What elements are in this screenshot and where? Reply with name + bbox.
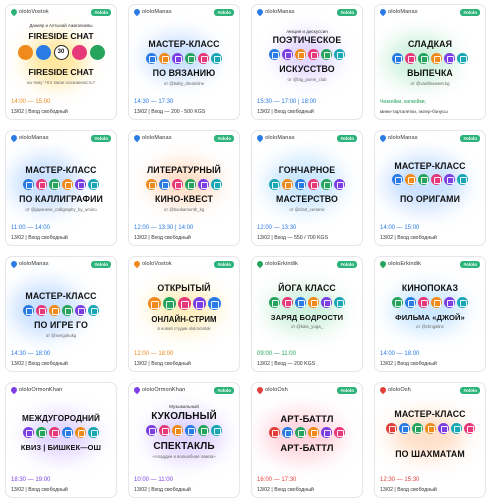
location-pin-icon [256,260,264,268]
location [134,261,172,267]
event-time: 14:30 — 17:30 [134,99,174,105]
book-icon [269,49,280,60]
card-title: КУКОЛЬНЫЙ [151,411,217,422]
icon-row [6,427,116,438]
card-title-2: ИСКУССТВО [279,64,335,74]
pose-icon [295,297,306,308]
ticket-icon [418,297,429,308]
plane-icon [457,174,468,185]
heart-icon [198,53,209,64]
location-pin-icon [256,8,264,16]
event-time: 14:00 — 18:00 [380,351,420,357]
event-card[interactable] [5,130,117,246]
card-title-2: ОНЛАЙН-СТРИМ [151,315,217,324]
card-title-2: ВЫПЕЧКА [407,68,453,78]
scissors-icon [159,53,170,64]
card-title: ЙОГА КЛАСС [278,283,336,293]
card-title-2: ПО ВЯЗАНИЮ [152,68,216,78]
cookie-icon [431,53,442,64]
card-title: ОТКРЫТЫЙ [157,283,211,293]
event-info: 13/02 | Вход — 200 KGS [257,361,316,367]
card-title: КИНОПОКАЗ [401,283,459,293]
question-icon [23,427,34,438]
location-pin-icon [379,134,387,142]
headphones-icon [193,297,206,310]
hashtag-badge: #ololo [337,135,357,142]
vase-icon [269,179,280,190]
event-time: 12:00 — 18:00 [134,351,174,357]
paint-icon [308,427,319,438]
location-name: ololoManas [142,135,172,141]
location [11,9,49,15]
cake-icon [405,53,416,64]
card-title-2: КВИЗ | БИШКЕК—ОШ [20,443,102,452]
card-title-2: ЗАРЯД БОДРОСТИ [270,313,344,322]
event-time: 12:00 — 13:30 [257,225,297,231]
bishop-icon [438,423,449,434]
lotus-icon [269,297,280,308]
mat-icon [282,297,293,308]
clapper-icon [211,179,222,190]
event-card[interactable] [5,4,117,120]
location-pin-icon [133,134,141,142]
sun-icon [308,297,319,308]
crane-icon [392,174,403,185]
event-time: 14:30 — 18:00 [11,351,51,357]
card-content [252,396,362,474]
bowl-icon [49,305,60,316]
event-info: 13/02 | Вход свободный [134,487,191,493]
avatar [90,45,105,60]
location-pin-icon [10,8,18,16]
pawn-icon [451,423,462,434]
whisk-icon [418,53,429,64]
location-name: ololoManas [388,135,418,141]
card-subtitle: от @vanillasweet.kg [410,81,450,86]
event-time: 11:00 — 14:00 [11,225,50,231]
hands-icon [321,179,332,190]
location [11,387,62,393]
globe-icon [62,427,73,438]
card-title-2: СПЕКТАКЛЬ [153,441,215,452]
icon-row [129,297,239,310]
card-content [6,396,116,474]
theater-icon [185,425,196,436]
hashtag-badge: #ololo [337,261,357,268]
speakers-line: Данияр и Алтынай Ажигалиевы [29,23,93,28]
icon-row [252,427,362,438]
event-info: 13/02 | Вход свободный [257,109,314,115]
water-icon [334,297,345,308]
location-pin-icon [10,386,18,394]
card-content [6,18,116,96]
event-card[interactable] [5,382,117,498]
event-info: 13/02 | Вход свободный [11,487,68,493]
location [380,387,411,393]
location [11,261,49,267]
lamp-icon [159,425,170,436]
hashtag-badge: #ololo [337,9,357,16]
event-info: 13/02 | Вход свободный [134,235,191,241]
location-pin-icon [379,260,387,268]
event-card[interactable] [128,4,240,120]
location-name: ololoErkindik [265,261,299,267]
star-icon [444,174,455,185]
location-name: ololoErkindik [388,261,422,267]
location-name: ololoManas [265,135,295,141]
queen-icon [399,423,410,434]
event-description-2: мини-тарталетки, эклер-бонусы [380,109,448,114]
avatar [36,45,51,60]
card-title: ЛИТЕРАТУРНЫЙ [147,165,221,175]
screen-icon [457,297,468,308]
mic-icon [163,297,176,310]
icon-row [252,297,362,308]
location-pin-icon [133,386,141,394]
hashtag-badge: #ololo [214,387,234,394]
brush-icon [282,427,293,438]
card-title-2: ПО ШАХМАТАМ [395,449,465,459]
location-pin-icon [379,8,387,16]
location-name: ololoManas [19,135,49,141]
quote-icon [321,49,332,60]
wheel-icon [295,179,306,190]
card-content [375,18,485,96]
frog-icon [418,174,429,185]
event-info: 13/02 | Вход свободный [380,487,437,493]
jug-icon [334,179,345,190]
card-title: АРТ-БАТТЛ [280,413,334,424]
card-content [129,144,239,222]
yarn-icon [146,53,157,64]
event-card[interactable] [374,256,486,372]
location-pin-icon [133,8,141,16]
hashtag-badge: #ololo [460,387,480,394]
event-card[interactable] [251,382,363,498]
pencil-icon [321,427,332,438]
location-name: ololoVostok [142,261,172,267]
hashtag-badge: #ololo [214,261,234,268]
card-title: МАСТЕР-КЛАСС [25,291,97,301]
camera-icon [148,297,161,310]
event-card[interactable] [128,130,240,246]
event-description: Чизкейки, капкейки, [380,99,426,105]
location [134,387,185,393]
card-content [252,18,362,96]
event-time: 16:00 — 17:30 [257,477,297,483]
cup-icon [308,179,319,190]
location-name: ololoOsh [388,387,411,393]
event-time: 09:00 — 11:00 [257,351,296,357]
card-subtitle: от @japanese_calligraphy_by_umino [25,207,97,212]
hashtag-badge: #ololo [214,9,234,16]
age-badge: 30 [54,45,69,60]
event-grid [5,4,486,498]
popcorn-icon [172,179,183,190]
go-board-icon [23,305,34,316]
card-title-2: КИНО-КВЕСТ [155,194,213,204]
hashtag-badge: #ololo [460,9,480,16]
book-icon [146,179,157,190]
event-time: 15:30 — 17:00 | 18:00 [257,99,317,105]
card-subtitle: «Аладдин и волшебная лампа» [152,454,216,459]
card-subtitle: на тему: Что такое осознанность? [27,80,95,85]
event-card[interactable] [128,256,240,372]
card-content [6,144,116,222]
speakers-row [6,45,116,60]
event-time: 14:00 — 15:00 [380,225,420,231]
card-title-2: ПО ОРИГАМИ [399,194,461,204]
popcorn-icon [405,297,416,308]
stamp-icon [88,179,99,190]
icon-row [6,179,116,190]
event-info: 13/02 | Вход свободный [380,361,437,367]
card-subtitle: в новой студии ololoVostok [157,326,211,331]
card-content [129,270,239,348]
candy-icon [444,53,455,64]
card-subtitle: от @baby_dreamline [163,81,205,86]
letter-icon [75,179,86,190]
icon-row [385,423,475,434]
location [257,9,295,15]
trophy-icon [75,305,86,316]
card-title: ГОНЧАРНОЕ [278,165,336,175]
card-content [252,144,362,222]
card-content [375,144,485,222]
card-title-2: МАСТЕРСТВО [276,194,338,204]
avatar [72,45,87,60]
hashtag-badge: #ololo [214,135,234,142]
event-info: 13/02 | Вход свободный [11,235,68,241]
card-subtitle: от @bookamonth_kg [163,207,205,212]
brain-icon [36,427,47,438]
location [257,261,298,267]
hashtag-badge: #ololo [91,135,111,142]
hashtag-badge: #ololo [460,261,480,268]
location-name: ololoManas [19,261,49,267]
location [380,261,421,267]
card-title: ПОЭТИЧЕСКОЕ [272,35,342,45]
icon-row [129,53,239,64]
avatar [18,45,33,60]
paper-icon [49,179,60,190]
feather-icon [282,49,293,60]
location [134,135,172,141]
event-info: 13/02 | Вход свободный [380,235,437,241]
card-content [375,270,485,348]
event-info: 13/02 | Вход свободный [134,361,191,367]
film-icon [159,179,170,190]
card-title: МАСТЕР-КЛАСС [148,39,220,49]
card-content [375,396,485,474]
ink-icon [36,179,47,190]
event-time: 18:30 — 19:00 [11,477,51,483]
pen-icon [62,179,73,190]
location-name: ololoManas [265,9,295,15]
location-name: ololoOrmonKhan [142,387,186,393]
location-name: ololoOrmonKhan [19,387,63,393]
grid-icon [62,305,73,316]
hashtag-badge: #ololo [460,135,480,142]
trophy-icon [334,427,345,438]
card-subtitle: от @big_poem_club [287,77,327,82]
event-info: 13/02 | Вход свободный [257,487,314,493]
card-subtitle: от @chngalinc [416,324,444,329]
event-time: 12:00 — 13:30 | 14:00 [134,225,194,231]
event-card[interactable] [5,256,117,372]
location [257,135,295,141]
card-title: СЛАДКАЯ [408,39,452,49]
event-card[interactable] [374,4,486,120]
card-pretitle: лекция и дискуссия [286,29,328,34]
card-title: МАСТЕР-КЛАСС [25,165,97,175]
cup-icon [457,53,468,64]
card-content [6,270,116,348]
location [380,9,418,15]
hashtag-badge: #ololo [337,387,357,394]
event-card[interactable] [374,130,486,246]
event-card[interactable] [251,4,363,120]
location-pin-icon [133,260,141,268]
event-card[interactable] [374,382,486,498]
icon-row [252,179,362,190]
location-pin-icon [256,386,264,394]
icon-row [252,49,362,60]
key-icon [185,179,196,190]
event-info: 13/02 | Вход свободный [11,109,68,115]
palette-icon [269,427,280,438]
board-icon [464,423,475,434]
event-info: 13/02 | Вход свободный [11,361,68,367]
card-title-repeat: FIRESIDE CHAT [28,67,94,77]
event-card[interactable] [128,382,240,498]
card-title: FIRESIDE CHAT [28,31,94,41]
icon-row [375,53,485,64]
event-card[interactable] [251,130,363,246]
screen-icon [208,297,221,310]
needle-icon [172,53,183,64]
location-name: ololoManas [388,9,418,15]
heart-icon [308,49,319,60]
card-title-2: АРТ-БАТТЛ [280,442,334,453]
location-pin-icon [10,134,18,142]
knight-icon [412,423,423,434]
event-info: 13/02 | Вход — 550 / 700 KGS [257,235,329,241]
canvas-icon [295,427,306,438]
card-title: МАСТЕР-КЛАСС [394,161,466,171]
brush-icon [23,179,34,190]
card-title-2: ФИЛЬМА «ДЖОЙ» [395,313,465,322]
icon-row [6,305,116,316]
film-icon [392,297,403,308]
event-time: 10:00 — 11:00 [134,477,173,483]
cupcake-icon [392,53,403,64]
leaf-icon [321,297,332,308]
carpet-icon [211,425,222,436]
card-subtitle: от @kate_yoga_ [290,324,324,329]
card-title-2: ПО ИГРЕ ГО [34,320,88,330]
location-name: ololoManas [142,9,172,15]
location [134,9,172,15]
location [11,135,49,141]
music-icon [172,425,183,436]
camera-icon [444,297,455,308]
event-time: 14:00 — 15:00 [11,99,51,105]
puppet-icon [146,425,157,436]
card-title: МАСТЕР-КЛАСС [394,409,466,419]
location-name: ololoVostok [19,9,49,15]
location-pin-icon [379,386,387,394]
icon-row [375,297,485,308]
location [380,135,418,141]
sweater-icon [185,53,196,64]
card-subtitle: от @sengokukg [45,333,77,338]
hashtag-badge: #ololo [91,261,111,268]
timer-icon [88,305,99,316]
flower-icon [431,174,442,185]
location-name: ololoOsh [265,387,288,393]
card-pretitle: Музыкальный [169,404,199,409]
location [257,387,288,393]
event-time: 12:30 — 15:30 [380,477,420,483]
bulb-icon [75,427,86,438]
hashtag-badge: #ololo [91,9,111,16]
event-card[interactable] [251,256,363,372]
rook-icon [425,423,436,434]
icon-row [129,179,239,190]
location-pin-icon [10,260,18,268]
king-icon [386,423,397,434]
card-title-2: ПО КАЛЛИГРАФИИ [19,194,103,204]
star-icon [198,425,209,436]
event-info: 13/02 | Вход — 200 - 500 KGS [134,109,206,115]
icon-row [129,425,239,436]
clapper-icon [431,297,442,308]
location-pin-icon [256,134,264,142]
puzzle-icon [198,179,209,190]
live-icon [178,297,191,310]
card-content [129,396,239,474]
card-title: МЕЖДУГОРОДНИЙ [21,414,101,423]
mic-icon [295,49,306,60]
boat-icon [405,174,416,185]
card-content [129,18,239,96]
scroll-icon [334,49,345,60]
timer-icon [88,427,99,438]
card-subtitle: от @clart_ceramic [289,207,325,212]
trophy-icon [49,427,60,438]
card-content [252,270,362,348]
button-icon [211,53,222,64]
icon-row [390,174,470,185]
stone-icon [36,305,47,316]
bowl-icon [282,179,293,190]
